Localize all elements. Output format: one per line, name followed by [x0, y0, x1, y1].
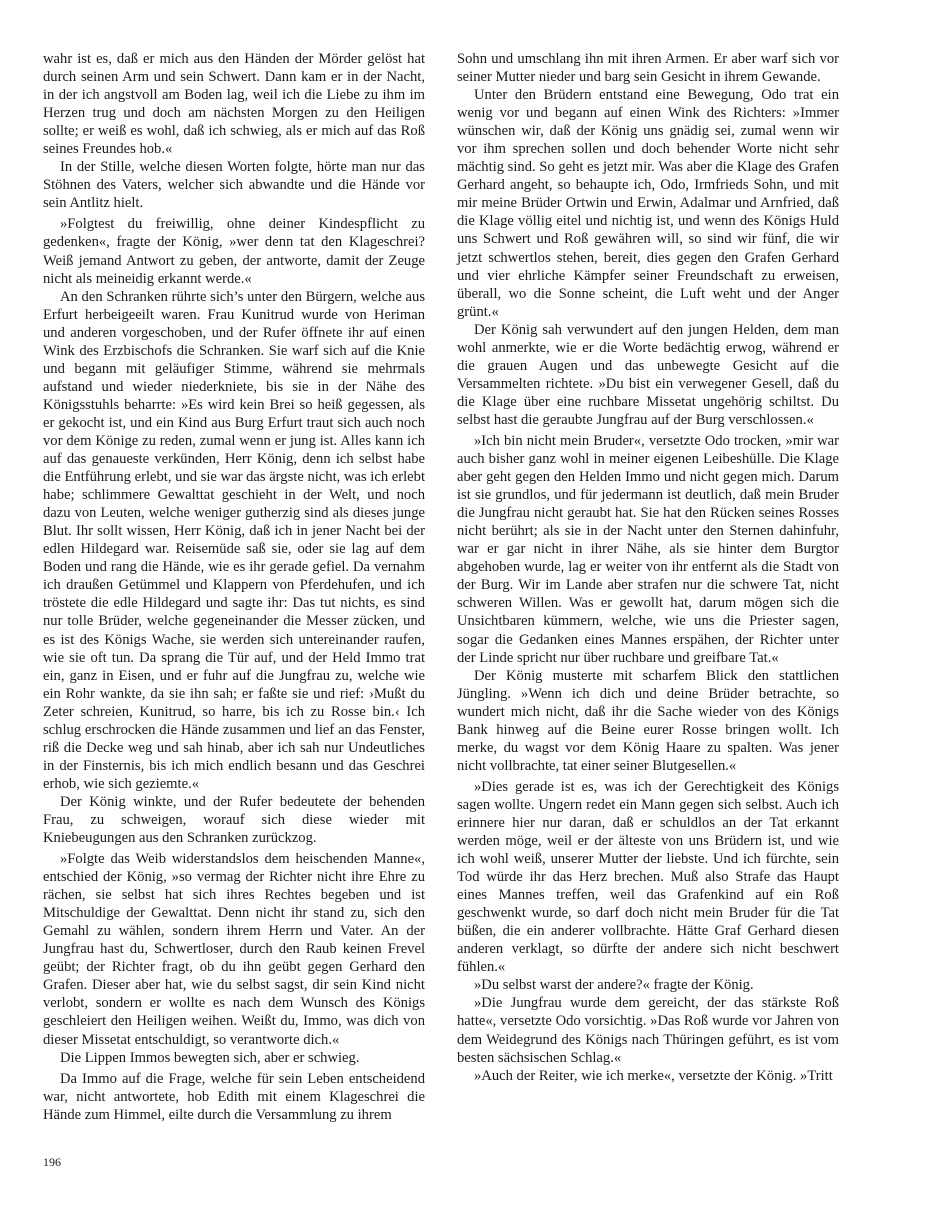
page-number: 196	[43, 1155, 61, 1169]
paragraph: In der Stille, welche diesen Worten folgte, hörte man nur das Stöhnen des Vaters, welcher sich abwandte und die Hände vor sein Antlitz hielt.	[43, 159, 425, 212]
paragraph: Der König sah verwundert auf den jungen Helden, dem man wohl anmerkte, wie er die Worte bedächtig erwog, während er die grauen Augen und das unbewegte Gesicht auf die Versammelten richtete. »Du bist ein verwegener Gesell, daß du die Klage über eine ruchbare Missetat ungehörig schiltst. Du selbst hast die geraubte Jungfrau auf der Burg verschlossen.«	[457, 321, 839, 428]
paragraph: Die Lippen Immos bewegten sich, aber er schwieg.	[60, 1049, 360, 1066]
paragraph: Sohn und umschlang ihn mit ihren Armen. Er aber warf sich vor seiner Mutter nieder und barg sein Gesicht in ihrem Gewande.	[457, 51, 839, 86]
paragraph: »Auch der Reiter, wie ich merke«, versetzte der König. »Tritt	[474, 1067, 833, 1084]
paragraph: »Folgtest du freiwillig, ohne deiner Kindespflicht zu gedenken«, fragte der König, »wer denn tat den Klageschrei? Weiß jemand Antwort zu geben, der antworte, damit der Zeuge nicht als meineidig erkannt werde.«	[43, 216, 425, 287]
paragraph: Unter den Brüdern entstand eine Bewegung, Odo trat ein wenig vor und begann auf einen Wink des Richters: »Immer wünschen wir, daß der König uns gnädig sei, zumal wenn wir vor ihm sprechen sollen und doch behender Worte nicht sehr mächtig sind. So geht es jetzt mir. Was aber die Klage des Grafen Gerhard angeht, so behaupte ich, Odo, Irmfrieds Sohn, und mit mir meine Brüder Ortwin und Erwin, Adalmar und Arnfried, daß die Klage völlig eitel und nichtig ist, und wenn des Königs Huld uns Schwert und Roß gewähren will, so sind wir fünf, die wir jetzt schwertlos stehen, bereit, dies gegen den Grafen Gerhard und vier ehrliche Kämpfer seiner Freundschaft zu erweisen, überall, wo die Sonne scheint, die Luft weht und der Anger grünt.«	[457, 87, 839, 320]
paragraph: An den Schranken rührte sich’s unter den Bürgern, welche aus Erfurt herbeigeeilt waren. Frau Kunitrud wurde von Heriman und anderen vorgeschoben, und der Rufer öffnete ihr auf einen Wink des Erzbischofs die Schranken. Sie warf sich auf die Knie und begann mit geläufiger Stimme, während sie mehrmals aufstand und wieder niederkniete, bis sie in der Nähe des Königsstuhls beharrte: »Es wird kein Brei so heiß gegessen, als er gekocht ist, und ein Kind aus Burg Erfurt traut sich auch noch vor dem Könige zu reden, zumal wenn er jung ist. Alles kann ich auf das genaueste verkünden, Herr König, denn ich selbst habe die Entführung erlebt, und sie war das ärgste nicht, was ich erlebt habe; schlimmere Gewalttat geschieht in der Welt, und noch dazu von Leuten, welche weniger gutherzig sind als dieses junge Blut. Ihr sollt wissen, Herr König, daß ich in jener Nacht bei der edlen Hildegard war. Reisemüde saß sie, oder sie lag auf dem Boden und rang die Hände, wie es ihr gerade gefiel. Da vernahm ich draußen Getümmel und Klappern von Pferdehufen, und ich tröstete die edle Hildegard und sagte ihr: Das tut nichts, es sind nur tolle Brüder, welche gegeneinander die Messer zücken, und es ist des Königs Wache, sie werden sich untereinander raufen, wie sie oft tun. Da sprang die Tür auf, und der Held Immo trat ein, ganz in Eisen, und er fuhr auf die Jungfrau zu, welche wie ein Rohr wankte, da sie ihn sah; er faßte sie und rief: ›Mußt du Zeter schreien, Kunitrud, so harre, bis ich zu Rosse bin.‹ Ich schlug erschrocken die Hände zusammen und lief an das Fenster, riß die Decke weg und sah hinab, aber ich sah nur Undeutliches in der Finsternis, bis ich mich endlich besann und das Geschrei erhob, wie sich geziemte.«	[43, 288, 425, 792]
paragraph: Da Immo auf die Frage, welche für sein Leben entscheidend war, nicht antwortete, hob Edith mit einem Klageschrei die Hände zum Himmel, eilte durch die Versammlung zu ihrem	[43, 1070, 425, 1123]
paragraph: wahr ist es, daß er mich aus den Händen der Mörder gelöst hat durch seinen Arm und sein Schwert. Dann kam er in der Nacht, in der ich angstvoll am Boden lag, weil ich die Liebe zu ihm im Herzen trug und doch am nächsten Morgen zu den Heiligen sollte; er weiß es wohl, daß ich schwieg, als er mich auf das Roß seines Freundes hob.«	[43, 51, 425, 158]
right-text-column	[457, 50, 839, 1085]
paragraph: »Du selbst warst der andere?« fragte der König.	[474, 977, 754, 994]
paragraph: »Ich bin nicht mein Bruder«, versetzte Odo trocken, »mir war auch bisher ganz wohl in meiner eigenen Leibeshülle. Die Klage aber geht gegen den Helden Immo und nicht gegen mich. Darum ist sie grundlos, und für jedermann ist deutlich, daß mein Bruder die Jungfrau nicht geraubt hat. Sie hat den Rücken seines Rosses nicht berührt; als sie in der Nacht unter den Sternen dahinfuhr, war er gar nicht in ihrer Nähe, als sie hinter dem Burgtor abgehoben wurde, lag er weiter von ihr entfernt als die Stadt von der Burg. Wir im Lande aber strafen nur die schwere Tat, nicht schweren Willen. Was er gewollt hat, darum mögen sich die Unsichtbaren kümmern, welche, wie uns die Priester sagen, sogar die Gedanken eines Mannes erspähen, der Richter unter der Linde spricht nur über ruchbare und greifbare Tat.«	[457, 432, 839, 666]
paragraph: Der König winkte, und der Rufer bedeutete der behenden Frau, zu schweigen, worauf sich diese wieder mit Kniebeugungen aus den Schranken zurückzog.	[43, 793, 425, 847]
paragraph: Der König musterte mit scharfem Blick den stattlichen Jüngling. »Wenn ich dich und deine Brüder betrachte, so wundert mich nicht, daß ihr die Sache wieder von des Königs Bank hinweg auf die Beine eurer Rosse bringen wollt. Ich merke, du wagst vor dem König Haare zu spalten. Was jener nicht vollbrachte, tat einer seiner Blutgesellen.«	[457, 667, 839, 774]
paragraph: »Die Jungfrau wurde dem gereicht, der das stärkste Roß hatte«, versetzte Odo vorsichtig. »Das Roß wurde vor Jahren von dem Weidegrund des Königs nach Thüringen geführt, es ist vom besten sächsischen Schlag.«	[457, 995, 839, 1066]
paragraph: »Dies gerade ist es, was ich der Gerechtigkeit des Königs sagen wollte. Ungern redet ein Mann gegen sich selbst. Auch ich erinnere hier nur daran, daß er schuldlos an der Tat erkannt werden möge, weil er der älteste von uns Brüdern ist, und wie ich wohl weiß, unserer Mutter der liebste. Und ich fürchte, sein Tod würde ihr das Herz brechen. Muß also Strafe das Haupt eines Mannes treffen, weil das Grafenkind auf ein Roß geschwenkt wurde, so darf doch nicht mein Bruder für die Tat büßen, die ein anderer vollbrachte. Hätte Graf Gerhard diesen anderen verklagt, so dürfte der andere sich nicht beschwert fühlen.«	[457, 778, 839, 976]
paragraph: »Folgte das Weib widerstandslos dem heischenden Manne«, entschied der König, »so vermag der Richter nicht ihre Ehre zu rächen, sie selbst hat sich ihres Rechtes begeben und ist Mitschuldige der Gewalttat. Denn nicht ihr stand zu, sich den Gemahl zu wählen, sondern ihrem Herrn und Vater. An der Jungfrau hast du, Schwertloser, durch den Raub keinen Frevel geübt; der Richter fragt, ob du ihn geübt gegen Gerhard den Grafen. Dieser aber hat, wie du selbst sagst, dir sein Kind nicht verlobt, sondern er wollte es nach dem Wunsch des Königs geschleiert den Heiligen weihen. Weißt du, Immo, was dich von dieser Missetat entschuldigt, so verantworte dich.«	[43, 851, 425, 1048]
left-text-column	[43, 50, 425, 1124]
